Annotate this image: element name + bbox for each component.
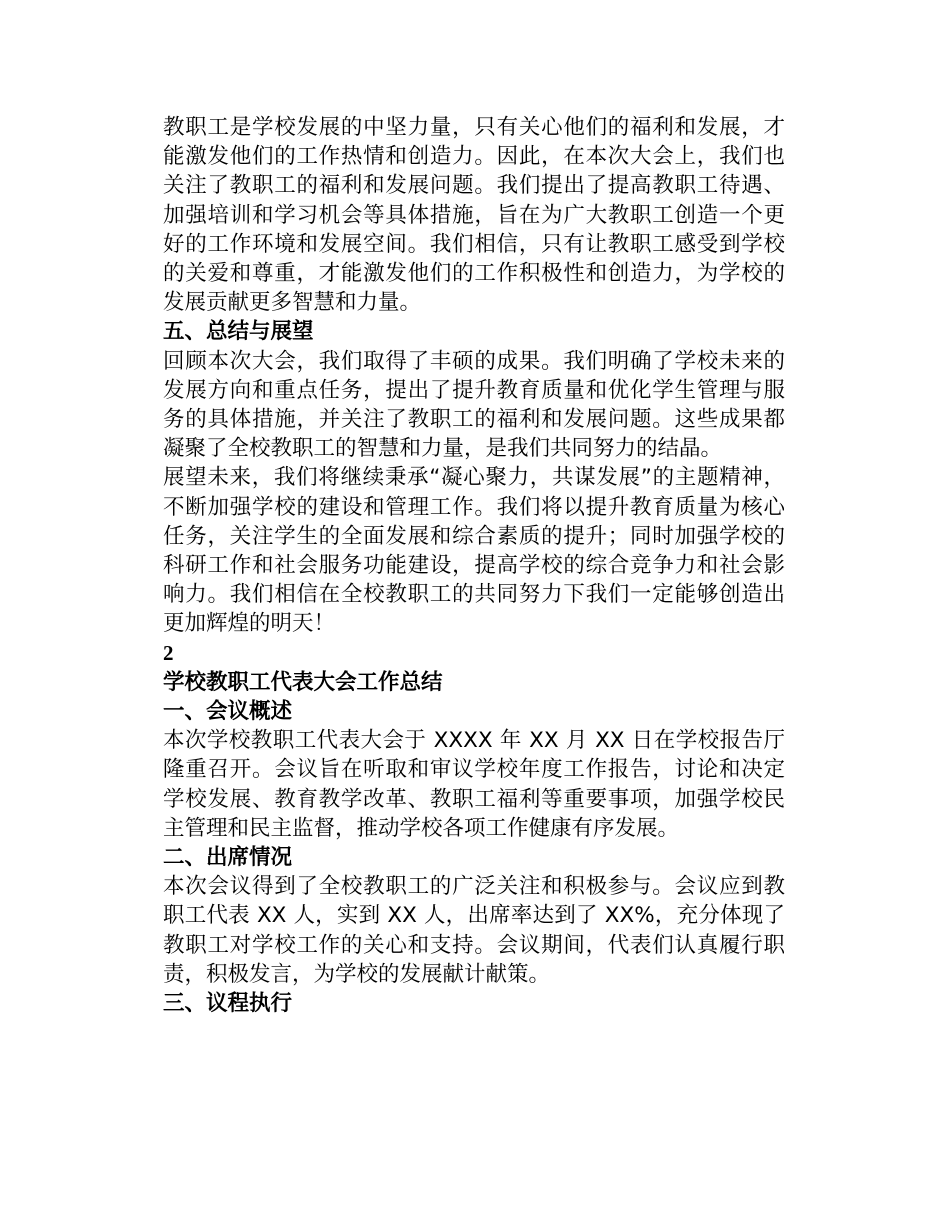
paragraph-outlook: 展望未来，我们将继续秉承“凝心聚力，共谋发展”的主题精神，不断加强学校的建设和管理工作。我们将以提升教育质量为核心任务，关注学生的全面发展和综合素质的提升；同时加强学校的科研工作和社会服务功能建设，提高学校的综合竞争力和社会影响力。我们相信在全校教职工的共同努力下我们一定能够创造出更加辉煌的明天！	[163, 465, 785, 637]
heading-attendance: 二、出席情况	[163, 845, 293, 871]
page-number: 2	[163, 640, 174, 665]
paragraph-review: 回顾本次大会，我们取得了丰硕的成果。我们明确了学校未来的发展方向和重点任务，提出了提升教育质量和优化学生管理与服务的具体措施，并关注了教职工的福利和发展问题。这些成果都凝聚了全校教职工的智慧和力量，是我们共同努力的结晶。	[163, 348, 785, 462]
paragraph-meeting-overview: 本次学校教职工代表大会于 XXXX 年 XX 月 XX 日在学校报告厅隆重召开。会议旨在听取和审议学校年度工作报告，讨论和决定学校发展、教育教学改革、教职工福利等重要事项，加强学校民主管理和民主监督，推动学校各项工作健康有序发展。	[163, 728, 785, 841]
document-page	[163, 113, 785, 1018]
heading-meeting-overview: 一、会议概述	[163, 699, 293, 725]
paragraph-staff-welfare: 教职工是学校发展的中坚力量，只有关心他们的福利和发展，才能激发他们的工作热情和创造力。因此，在本次大会上，我们也关注了教职工的福利和发展问题。我们提出了提高教职工待遇、加强培训和学习机会等具体措施，旨在为广大教职工创造一个更好的工作环境和发展空间。我们相信，只有让教职工感受到学校的关爱和尊重，才能激发他们的工作积极性和创造力，为学校的发展贡献更多智慧和力量。	[163, 115, 785, 316]
heading-summary-outlook: 五、总结与展望	[163, 319, 314, 345]
document-title: 学校教职工代表大会工作总结	[163, 669, 443, 695]
heading-agenda: 三、议程执行	[163, 991, 293, 1017]
paragraph-attendance: 本次会议得到了全校教职工的广泛关注和积极参与。会议应到教职工代表 XX 人，实到 XX 人，出席率达到了 XX%，充分体现了教职工对学校工作的关心和支持。会议期间，代表们认真履行职责，积极发言，为学校的发展献计献策。	[163, 874, 785, 987]
